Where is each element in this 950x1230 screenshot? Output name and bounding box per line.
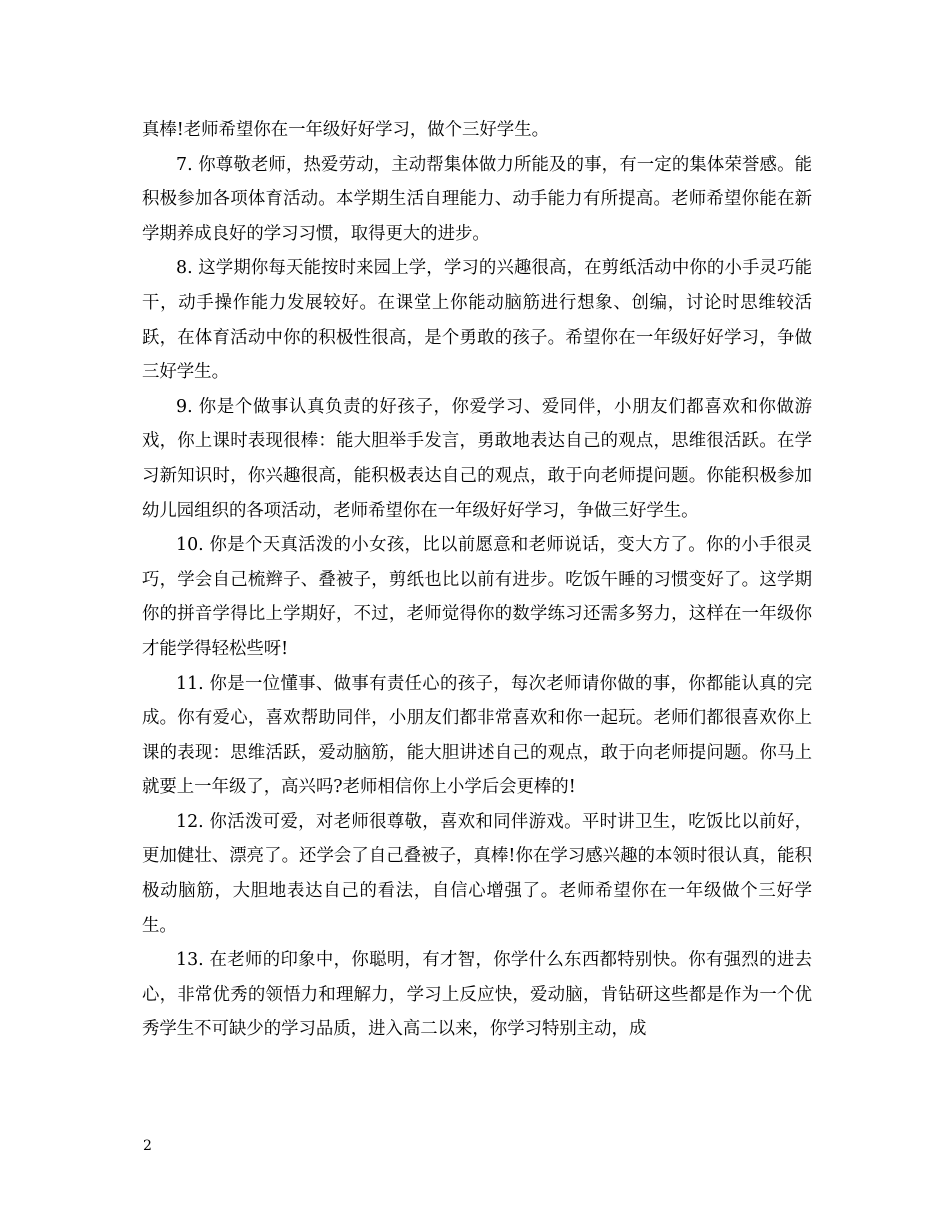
page-number: 2 [143,1138,152,1154]
paragraph-item-13: 13. 在老师的印象中，你聪明，有才智，你学什么东西都特别快。你有强烈的进去心，非常优秀的领悟力和理解力，学习上反应快，爱动脑，肯钻研这些都是作为一个优秀学生不可缺少的学习品质，进入高二以来，你学习特别主动，成 [142,950,812,1040]
document-body [142,113,812,1047]
paragraph-continuation: 真棒!老师希望你在一年级好好学习，做个三好学生。 [142,120,549,140]
paragraph-item-11: 11. 你是一位懂事、做事有责任心的孩子，每次老师请你做的事，你都能认真的完成。你有爱心，喜欢帮助同伴，小朋友们都非常喜欢和你一起玩。老师们都很喜欢你上课的表现：思维活跃，爱动脑筋，能大胆讲述自己的观点，敢于向老师提问题。你马上就要上一年级了，高兴吗?老师相信你上小学后会更棒的! [142,673,812,798]
paragraph-item-7: 7. 你尊敬老师，热爱劳动，主动帮集体做力所能及的事，有一定的集体荣誉感。能积极参加各项体育活动。本学期生活自理能力、动手能力有所提高。老师希望你能在新学期养成良好的学习习惯，取得更大的进步。 [142,154,812,244]
paragraph-item-12: 12. 你活泼可爱，对老师很尊敬，喜欢和同伴游戏。平时讲卫生，吃饭比以前好，更加健壮、漂亮了。还学会了自己叠被子，真棒!你在学习感兴趣的本领时很认真，能积极动脑筋，大胆地表达自己的看法，自信心增强了。老师希望你在一年级做个三好学生。 [142,811,812,936]
paragraph-item-10: 10. 你是个天真活泼的小女孩，比以前愿意和老师说话，变大方了。你的小手很灵巧，学会自己梳辫子、叠被子，剪纸也比以前有进步。吃饭午睡的习惯变好了。这学期你的拼音学得比上学期好，不过，老师觉得你的数学练习还需多努力，这样在一年级你才能学得轻松些呀! [142,535,812,659]
paragraph-item-8: 8. 这学期你每天能按时来园上学，学习的兴趣很高，在剪纸活动中你的小手灵巧能干，动手操作能力发展较好。在课堂上你能动脑筋进行想象、创编，讨论时思维较活跃，在体育活动中你的积极性很高，是个勇敢的孩子。希望你在一年级好好学习，争做三好学生。 [142,258,812,383]
paragraph-item-9: 9. 你是个做事认真负责的好孩子，你爱学习、爱同伴，小朋友们都喜欢和你做游戏，你上课时表现很棒：能大胆举手发言，勇敢地表达自己的观点，思维很活跃。在学习新知识时，你兴趣很高，能积极表达自己的观点，敢于向老师提问题。你能积极参加幼儿园组织的各项活动，老师希望你在一年级好好学习，争做三好学生。 [142,396,812,521]
